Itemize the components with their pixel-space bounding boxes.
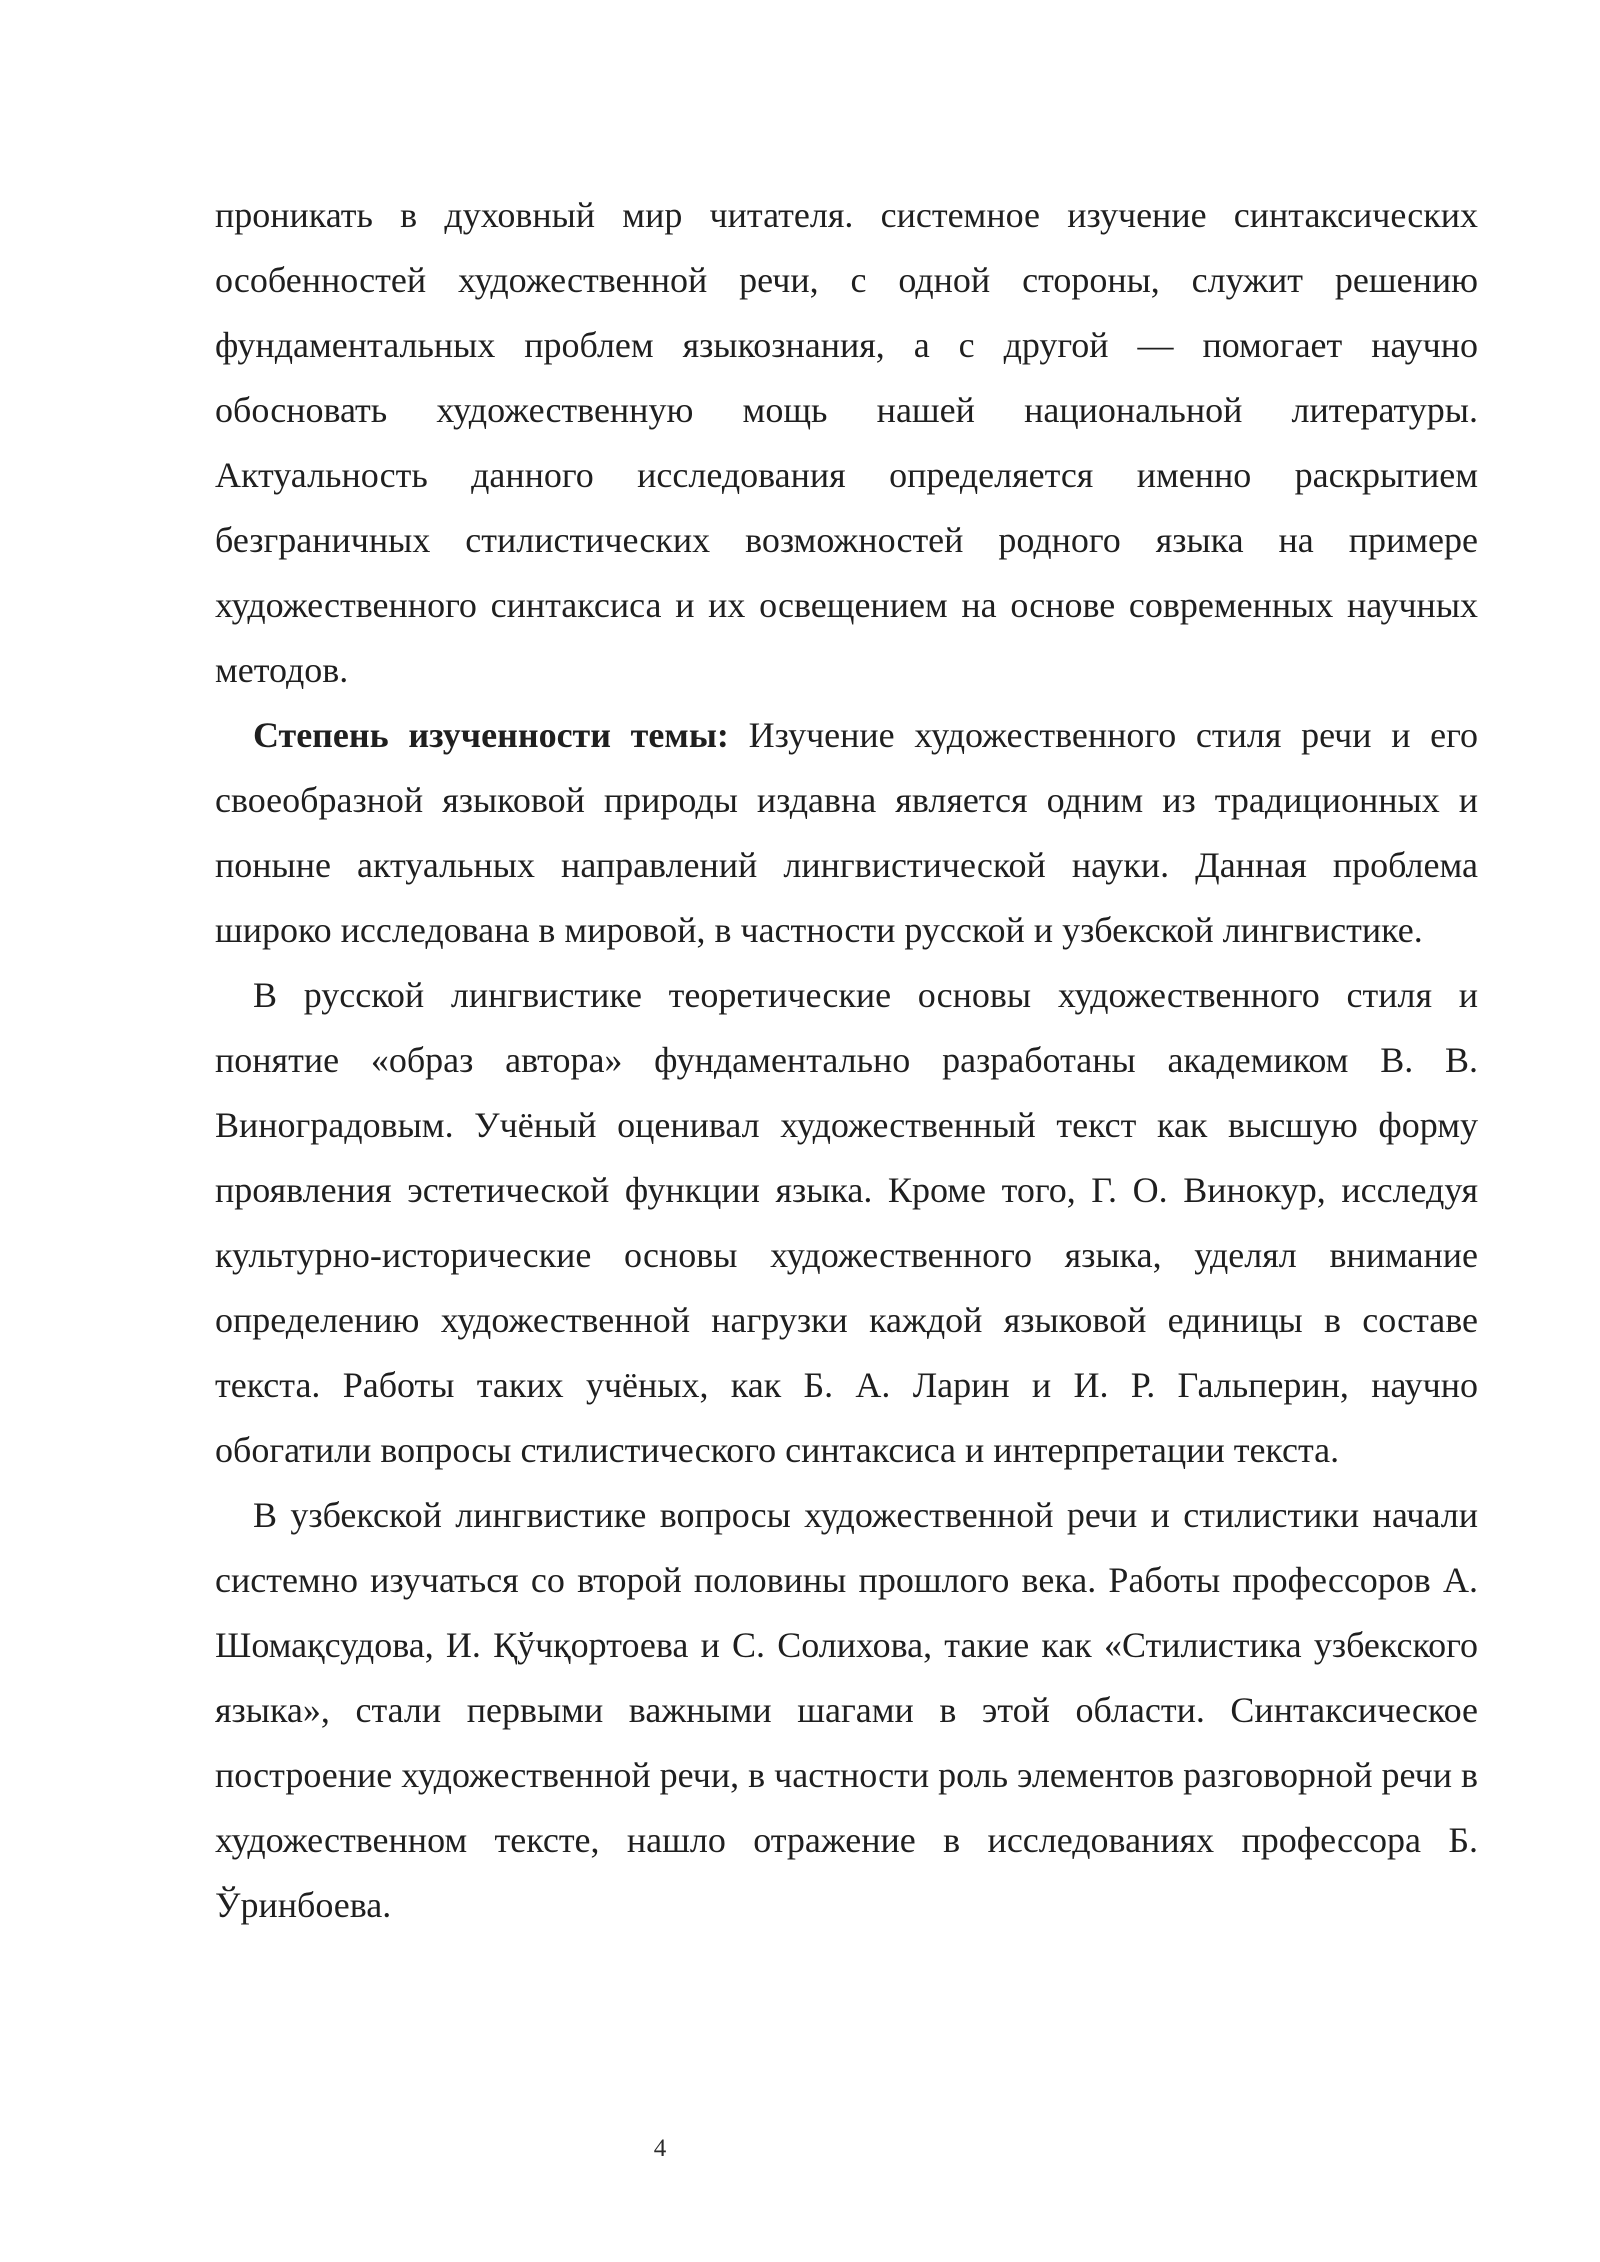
- paragraph-2: [215, 703, 1478, 963]
- paragraph-1: [215, 183, 1478, 703]
- document-body: [215, 183, 1478, 1938]
- paragraph-3-text: В русской лингвистике теоретические основы художественного стиля и понятие «образ автора» фундаментально разработаны академиком В. В. Виноградовым. Учёный оценивал художественный текст как высшую форму проявления эстетической функции языка. Кроме того, Г. О. Винокур, исследуя культурно-исторические основы художественного языка, уделял внимание определению художественной нагрузки каждой языковой единицы в составе текста. Работы таких учёных, как Б. А. Ларин и И. Р. Гальперин, научно обогатили вопросы стилистического синтаксиса и интерпретации текста.: [215, 975, 1478, 1470]
- paragraph-2-text: Изучение художественного стиля речи и его своеобразной языковой природы издавна является одним из традиционных и поныне актуальных направлений лингвистической науки. Данная проблема широко исследована в мировой, в частности русской и узбекской лингвистике.: [215, 715, 1478, 950]
- page-number: 4: [653, 2135, 667, 2162]
- paragraph-4-text: В узбекской лингвистике вопросы художественной речи и стилистики начали системно изучаться со второй половины прошлого века. Работы профессоров А. Шомақсудова, И. Қўчқортоева и С. Солихова, такие как «Стилистика узбекского языка», стали первыми важными шагами в этой области. Синтаксическое построение художественной речи, в частности роль элементов разговорной речи в художественном тексте, нашло отражение в исследованиях профессора Б. Ўринбоева.: [215, 1495, 1478, 1925]
- paragraph-3: [215, 963, 1478, 1483]
- paragraph-1-text: проникать в духовный мир читателя. системное изучение синтаксических особенностей художественной речи, с одной стороны, служит решению фундаментальных проблем языкознания, а с другой — помогает научно обосновать художественную мощь нашей национальной литературы. Актуальность данного исследования определяется именно раскрытием безграничных стилистических возможностей родного языка на примере художественного синтаксиса и их освещением на основе современных научных методов.: [215, 195, 1478, 690]
- section-heading-degree-of-study: Степень изученности темы:: [253, 715, 729, 755]
- paragraph-4: [215, 1483, 1478, 1938]
